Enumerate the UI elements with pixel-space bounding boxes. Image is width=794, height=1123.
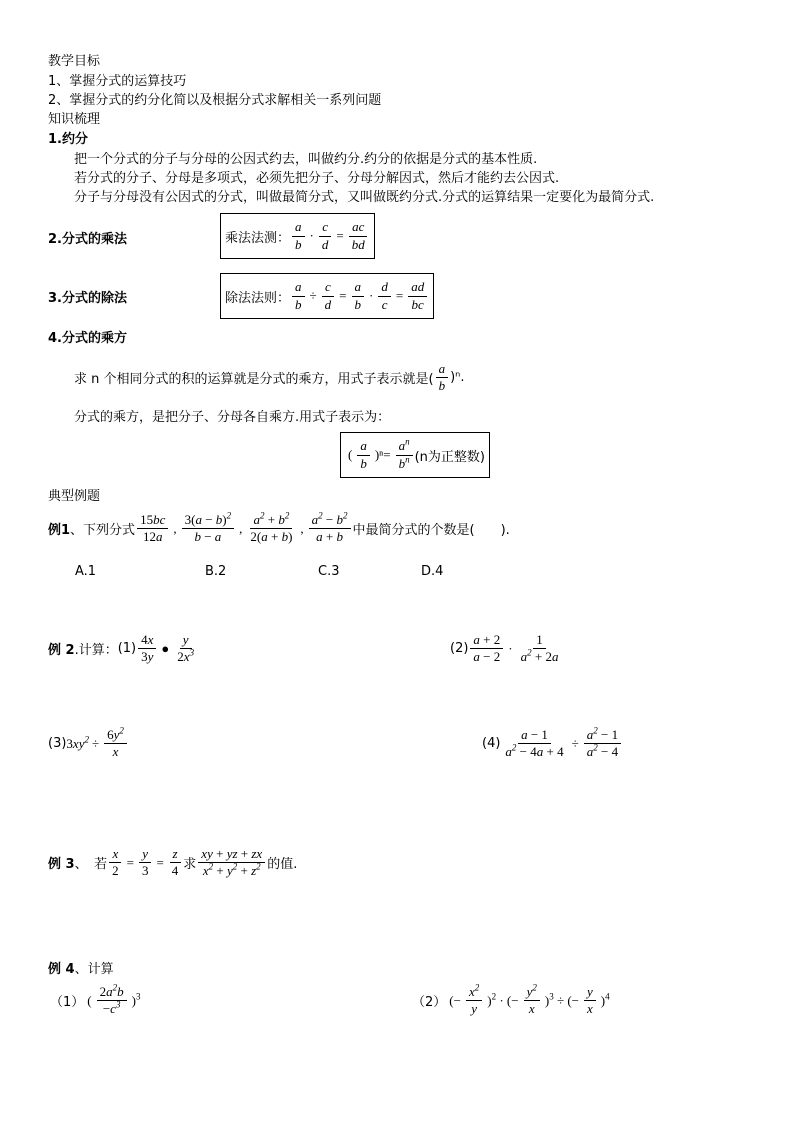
section-1-para-3: 分子与分母没有公因式的分式，叫做最简分式，又叫做既约分式.分式的运算结果一定要化为最简分式. <box>74 190 655 205</box>
section-4-title: 4.分式的乘方 <box>48 331 127 346</box>
section-1-para-1: 把一个分式的分子与分母的公因式约去，叫做约分.约分的依据是分式的基本性质. <box>74 152 538 167</box>
example-2-part-2: (2) $\frac{a + 2}{a - 2}$ · $\frac{1}{a^2 + 2a}$ <box>450 632 559 665</box>
option-a: A.1 <box>75 564 97 579</box>
division-rule-box: 除法法则： $\frac{a}{b}$ ÷ $\frac{c}{d}$ = $\frac{a}{b}$ · $\frac{d}{c}$ = $\frac{ad}{bc}$ <box>220 273 434 319</box>
option-d: D.4 <box>421 564 444 579</box>
option-b: B.2 <box>205 564 227 579</box>
example-2-part-3: (3) $3xy^2$ ÷ $\frac{6y^2}{x}$ <box>48 728 129 760</box>
goal-1: 1、掌握分式的运算技巧 <box>48 74 187 89</box>
example-1: 例1 、下列分式 $\frac{15bc}{12a}$ , $\frac{3(a - b)^2}{b - a}$ , $\frac{a^2 + b^2}{2(a + b)}$ , $\frac{a^2 - b^2}{a + b}$ 中最简分式的个数是( ). <box>48 510 510 545</box>
section-1-title: 1.约分 <box>48 132 88 147</box>
power-rule-box: ( $\frac{a}{b}$ )ⁿ= $\frac{a^n}{b^n}$ (n为正整数) <box>340 432 490 478</box>
teaching-goals-heading: 教学目标 <box>48 54 101 69</box>
section-2-title: 2.分式的乘法 <box>48 232 127 247</box>
example-3: 例 3 、 若 $\frac{x}{2}$ = $\frac{y}{3}$ = $\frac{z}{4}$ 求 $\frac{xy + yz + zx}{x^2 + y^2 + z^2}$ 的值. <box>48 846 298 879</box>
division-rule-label: 除法法则： <box>225 290 291 306</box>
fraction-a-b: $\frac{a}{b}$ <box>292 220 305 252</box>
section-4-para-1: 求 n 个相同分式的积的运算就是分式的乘方，用式子表示就是( $\frac{a}{b}$ )ⁿ. <box>74 361 465 394</box>
fraction-ac-bd: $\frac{ac}{bd}$ <box>349 220 368 252</box>
knowledge-review-heading: 知识梳理 <box>48 112 101 127</box>
example-4-part-1: （1） ( $\frac{2a^2b}{-c^3}$ )$^3$ <box>50 982 141 1017</box>
example-2-part-1: 例 2 .计算： (1) $\frac{4x}{3y}$ ● $\frac{y}{2x^3}$ <box>48 632 195 665</box>
example-4: 例 4 、计算 <box>48 962 114 977</box>
example-2-part-4: (4) $\frac{a - 1}{a^2 - 4a + 4}$ ÷ $\frac{a^2 - 1}{a^2 - 4}$ <box>482 728 623 760</box>
fraction-c-d: $\frac{c}{d}$ <box>319 220 332 252</box>
section-3-title: 3.分式的除法 <box>48 291 127 306</box>
example-4-part-2: （2） (− $\frac{x^2}{y}$ )$^2$ · (− $\frac{y^2}{x}$ )$^3$ ÷ (− $\frac{y}{x}$ )$^4$ <box>412 982 610 1017</box>
multiplication-rule-label: 乘法法测： <box>225 230 291 246</box>
multiplication-rule-box: 乘法法测： $\frac{a}{b}$ · $\frac{c}{d}$ = $\frac{ac}{bd}$ <box>220 213 375 259</box>
power-rule-note: (n为正整数) <box>414 449 485 465</box>
section-1-para-2: 若分式的分子、分母是多项式，必须先把分子、分母分解因式，然后才能约去公因式. <box>74 171 560 186</box>
goal-2: 2、掌握分式的约分化简以及根据分式求解相关一系列问题 <box>48 93 382 108</box>
section-4-para-2: 分式的乘方，是把分子、分母各自乘方.用式子表示为： <box>74 410 391 425</box>
examples-heading: 典型例题 <box>48 489 101 504</box>
option-c: C.3 <box>318 564 340 579</box>
